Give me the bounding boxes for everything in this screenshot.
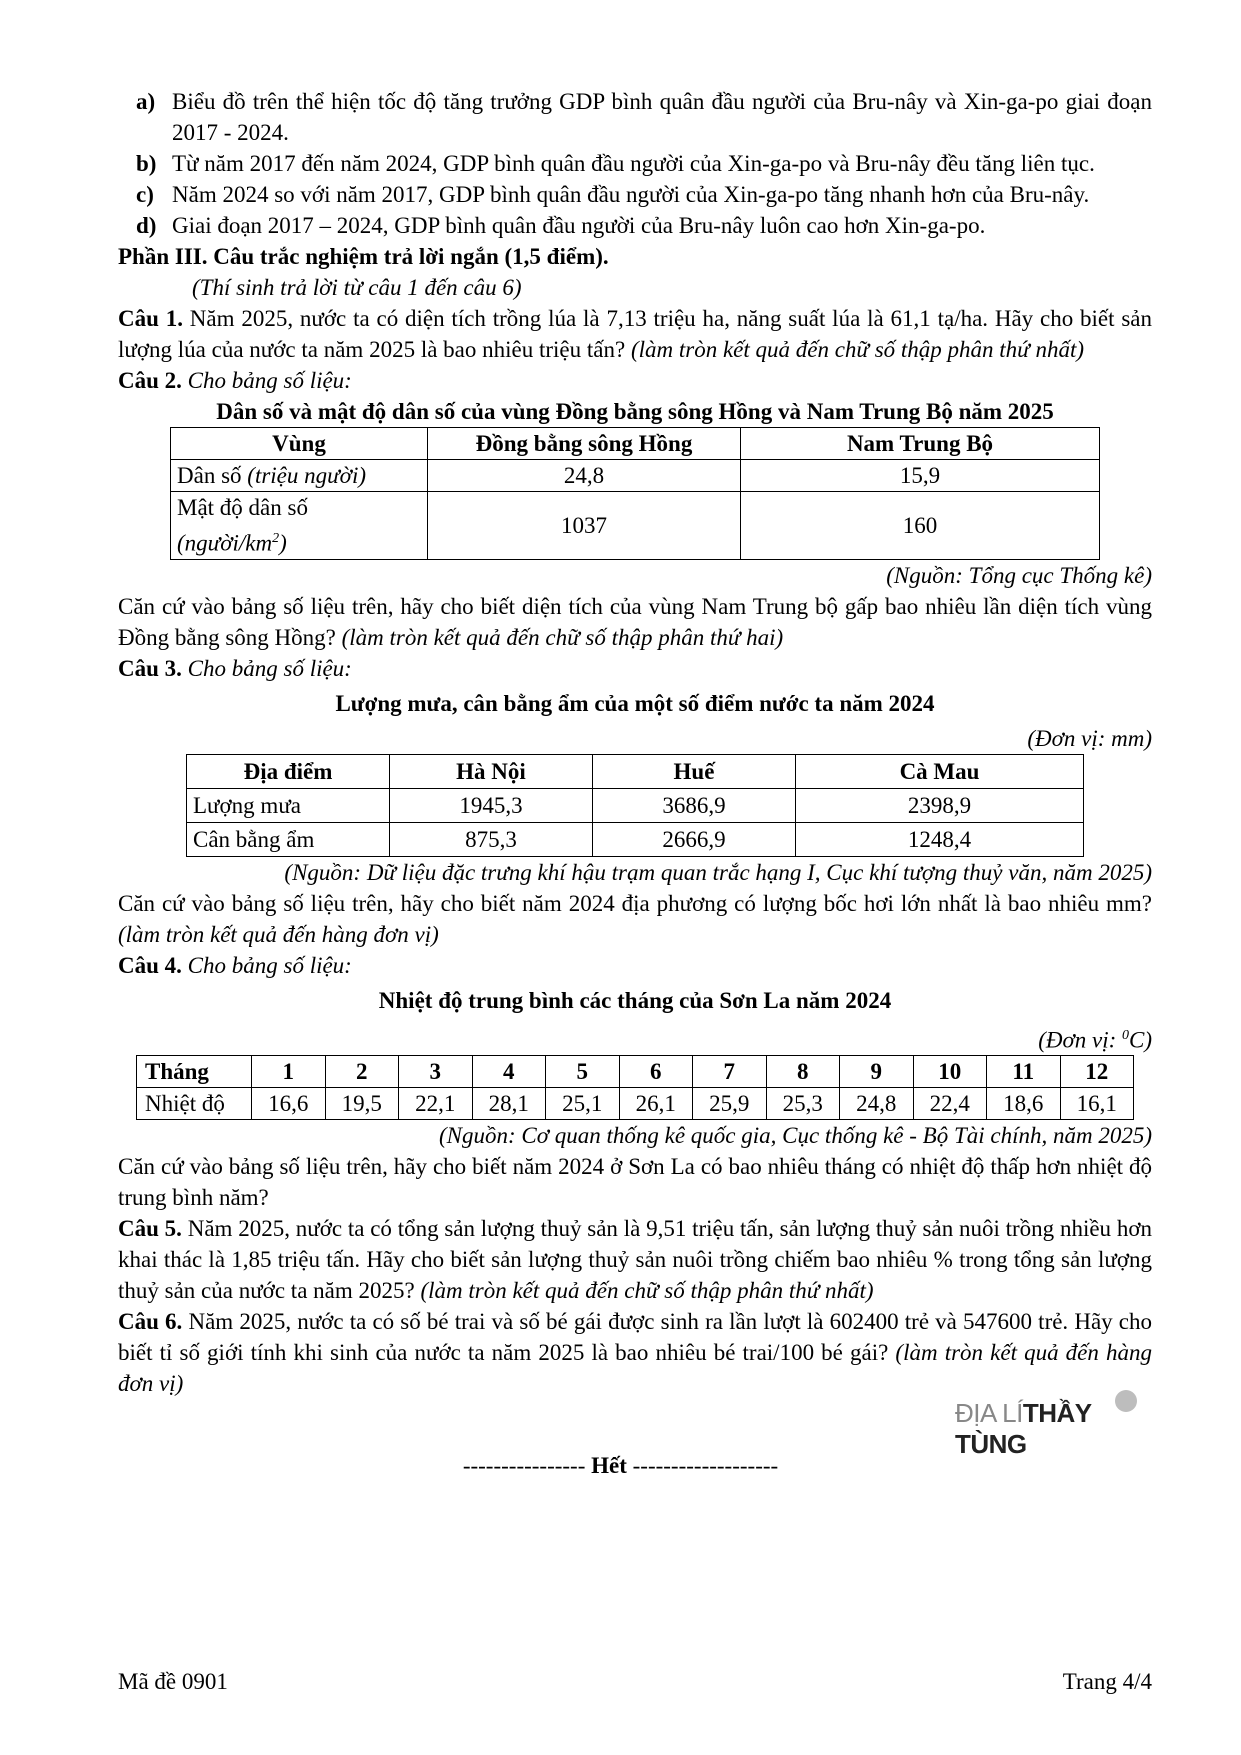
table-cell: 1037 (428, 492, 741, 560)
logo-text-part2: THẦY TÙNG (955, 1398, 1092, 1459)
table-cell: 2666,9 (593, 822, 796, 856)
table-source: (Nguồn: Tổng cục Thống kê) (886, 562, 1152, 588)
month-header: 10 (913, 1056, 987, 1088)
question-label: Câu 3. (118, 655, 182, 681)
table-header: Địa điểm (187, 754, 390, 788)
row-label-text: Dân số (177, 463, 248, 488)
question-label: Câu 1. (118, 306, 183, 331)
unit-prefix: (Đơn vị: (1038, 1027, 1122, 1053)
end-dashes-left: ---------------- (462, 1453, 586, 1478)
question-label: Câu 6. (118, 1309, 183, 1335)
table-header: Vùng (171, 428, 428, 460)
question-note: (làm tròn kết quả đến hàng đơn vị) (118, 921, 439, 947)
question-2-intro (118, 365, 1152, 396)
row-label-text: Mật độ dân số (177, 495, 308, 520)
question-2-text (118, 591, 1152, 653)
rainfall-table (186, 754, 1084, 857)
table-header: Đồng bằng sông Hồng (428, 428, 741, 460)
month-header: 7 (693, 1056, 767, 1088)
table-cell: 3686,9 (593, 788, 796, 822)
row-unit-end: ) (279, 530, 287, 556)
month-header: 9 (840, 1056, 914, 1088)
population-table (170, 427, 1100, 560)
option-label: d) (136, 213, 157, 238)
page-content (118, 86, 1152, 1399)
row-label: Nhiệt độ (137, 1088, 252, 1120)
option-text: Năm 2024 so với năm 2017, GDP bình quân đầu người của Xin-ga-po tăng nhanh hơn của Bru-nây. (172, 182, 1090, 207)
part3-title: Phần III. Câu trắc nghiệm trả lời ngắn (1,5 điểm). (118, 244, 609, 269)
logo-dot-icon (1115, 1390, 1137, 1412)
option-a (136, 86, 1152, 148)
table-source: (Nguồn: Dữ liệu đặc trưng khí hậu trạm quan trắc hạng I, Cục khí tượng thuỷ văn, năm 2025) (284, 859, 1152, 885)
exam-code: Mã đề 0901 (118, 1669, 228, 1694)
row-unit: (người/km (177, 530, 273, 556)
table-cell: 24,8 (428, 460, 741, 492)
month-header: 5 (546, 1056, 620, 1088)
row-label (171, 460, 428, 492)
question-text: Năm 2025, nước ta có số bé trai và số bé gái được sinh ra lần lượt là 602400 trẻ và 547600 trẻ. Hãy cho biết tỉ số giới tính khi sinh của nước ta năm 2025 là bao nhiêu bé trai/100 bé gái? (118, 1309, 1153, 1366)
table-header: Hà Nội (390, 754, 593, 788)
month-header: 1 (252, 1056, 326, 1088)
month-header: 2 (325, 1056, 399, 1088)
table-cell: 15,9 (741, 460, 1100, 492)
table-header: Huế (593, 754, 796, 788)
table-cell: 25,9 (693, 1088, 767, 1120)
month-header: 12 (1060, 1056, 1134, 1088)
question-text: Căn cứ vào bảng số liệu trên, hãy cho biết diện tích của vùng Nam Trung bộ gấp bao nhiêu lần diện tích vùng Đồng bằng sông Hồng? (118, 593, 1152, 650)
end-dashes-right: ------------------- (632, 1453, 779, 1478)
table-cell: 875,3 (390, 822, 593, 856)
table-header: Tháng (137, 1056, 252, 1088)
month-header: 4 (472, 1056, 546, 1088)
option-b (136, 148, 1152, 179)
question-6 (118, 1306, 1152, 1399)
option-d (136, 210, 1152, 241)
table-cell: 2398,9 (796, 788, 1084, 822)
end-word: Hết (585, 1453, 633, 1478)
table-row (187, 788, 1084, 822)
question-intro: Cho bảng số liệu: (181, 655, 352, 681)
question-label: Câu 4. (118, 952, 182, 978)
table-cell: 28,1 (472, 1088, 546, 1120)
table-header-row (187, 754, 1084, 788)
option-label: c) (136, 182, 154, 207)
page-number: Trang 4/4 (1062, 1669, 1152, 1694)
month-header: 3 (399, 1056, 473, 1088)
unit-suffix: C) (1129, 1027, 1152, 1053)
table-row (137, 1088, 1134, 1120)
table-header: Cà Mau (796, 754, 1084, 788)
table-header-row (171, 428, 1100, 460)
table-row (187, 822, 1084, 856)
table-cell: 25,3 (766, 1088, 840, 1120)
question-1 (118, 303, 1152, 365)
table-unit (118, 1020, 1152, 1056)
option-c (136, 179, 1152, 210)
end-marker (0, 1450, 1241, 1481)
table-cell: 160 (741, 492, 1100, 560)
row-label (171, 492, 428, 560)
question-intro: Cho bảng số liệu: (181, 952, 352, 978)
question-text: Năm 2025, nước ta có diện tích trồng lúa là 7,13 triệu ha, năng suất lúa là 61,1 tạ/ha. Hãy cho biết sản lượng lúa của nước ta năm 2025 là bao nhiêu triệu tấn? (118, 306, 1153, 362)
question-note: (làm tròn kết quả đến chữ số thập phân thứ nhất) (420, 1278, 874, 1304)
temperature-table (136, 1055, 1134, 1120)
option-text: Giai đoạn 2017 – 2024, GDP bình quân đầu người của Bru-nây luôn cao hơn Xin-ga-po. (172, 213, 986, 238)
row-label: Cân bằng ẩm (187, 822, 390, 856)
question-5 (118, 1213, 1152, 1306)
table-cell: 22,4 (913, 1088, 987, 1120)
table-cell: 1945,3 (390, 788, 593, 822)
question-intro: Cho bảng số liệu: (181, 368, 352, 393)
table-title: Dân số và mật độ dân số của vùng Đồng bằng sông Hồng và Nam Trung Bộ năm 2025 (216, 399, 1054, 424)
table-title: Lượng mưa, cân bằng ẩm của một số điểm nước ta năm 2024 (335, 690, 935, 716)
table-cell: 26,1 (619, 1088, 693, 1120)
option-label: b) (136, 151, 157, 176)
logo-text-part1: ĐỊA LÍ (955, 1398, 1023, 1428)
question-note: (làm tròn kết quả đến hàng đơn vị) (118, 1340, 1152, 1397)
unit-superscript: 2 (272, 531, 280, 546)
table-cell: 25,1 (546, 1088, 620, 1120)
table-header-row (137, 1056, 1134, 1088)
table-source: (Nguồn: Cơ quan thống kê quốc gia, Cục thống kê - Bộ Tài chính, năm 2025) (438, 1123, 1152, 1149)
table-cell: 19,5 (325, 1088, 399, 1120)
option-text: Biểu đồ trên thể hiện tốc độ tăng trưởng GDP bình quân đầu người của Bru-nây và Xin-ga-po giai đoạn 2017 - 2024. (172, 89, 1152, 145)
table-cell: 16,6 (252, 1088, 326, 1120)
table-header: Nam Trung Bộ (741, 428, 1100, 460)
author-logo (955, 1398, 1125, 1459)
table-cell: 16,1 (1060, 1088, 1134, 1120)
question-3-text (118, 888, 1152, 950)
option-label: a) (136, 89, 156, 114)
question-label: Câu 2. (118, 368, 182, 393)
table-unit: (Đơn vị: mm) (1027, 725, 1152, 751)
option-text: Từ năm 2017 đến năm 2024, GDP bình quân đầu người của Xin-ga-po và Bru-nây đều tăng liên tục. (172, 151, 1095, 176)
part3-subtitle: (Thí sinh trả lời từ câu 1 đến câu 6) (192, 275, 522, 300)
row-label: Lượng mưa (187, 788, 390, 822)
table-cell: 1248,4 (796, 822, 1084, 856)
unit-superscript: 0 (1122, 1027, 1129, 1043)
question-note: (làm tròn kết quả đến chữ số thập phân thứ nhất) (630, 337, 1085, 362)
question-text: Căn cứ vào bảng số liệu trên, hãy cho biết năm 2024 địa phương có lượng bốc hơi lớn nhất là bao nhiêu mm? (118, 890, 1152, 916)
table-row (171, 460, 1100, 492)
question-note: (làm tròn kết quả đến chữ số thập phân thứ hai) (341, 624, 784, 650)
table-row (171, 492, 1100, 560)
month-header: 6 (619, 1056, 693, 1088)
question-text: Năm 2025, nước ta có tổng sản lượng thuỷ sản là 9,51 triệu tấn, sản lượng thuỷ sản nuôi trồng nhiều hơn khai thác là 1,85 triệu tấn. Hãy cho biết sản lượng thuỷ sản nuôi trồng chiếm bao nhiêu % trong tổng sản lượng thuỷ sản của nước ta năm 2025? (118, 1216, 1152, 1304)
row-unit: (triệu người) (247, 463, 366, 488)
question-label: Câu 5. (118, 1216, 182, 1242)
table-title: Nhiệt độ trung bình các tháng của Sơn La năm 2024 (378, 987, 892, 1013)
question-4-text: Căn cứ vào bảng số liệu trên, hãy cho biết năm 2024 ở Sơn La có bao nhiêu tháng có nhiệt độ thấp hơn nhiệt độ trung bình năm? (118, 1154, 1152, 1211)
table-cell: 22,1 (399, 1088, 473, 1120)
table-cell: 24,8 (840, 1088, 914, 1120)
question-4-intro (118, 950, 1152, 981)
question-3-intro (118, 653, 1152, 684)
month-header: 11 (987, 1056, 1061, 1088)
month-header: 8 (766, 1056, 840, 1088)
table-cell: 18,6 (987, 1088, 1061, 1120)
